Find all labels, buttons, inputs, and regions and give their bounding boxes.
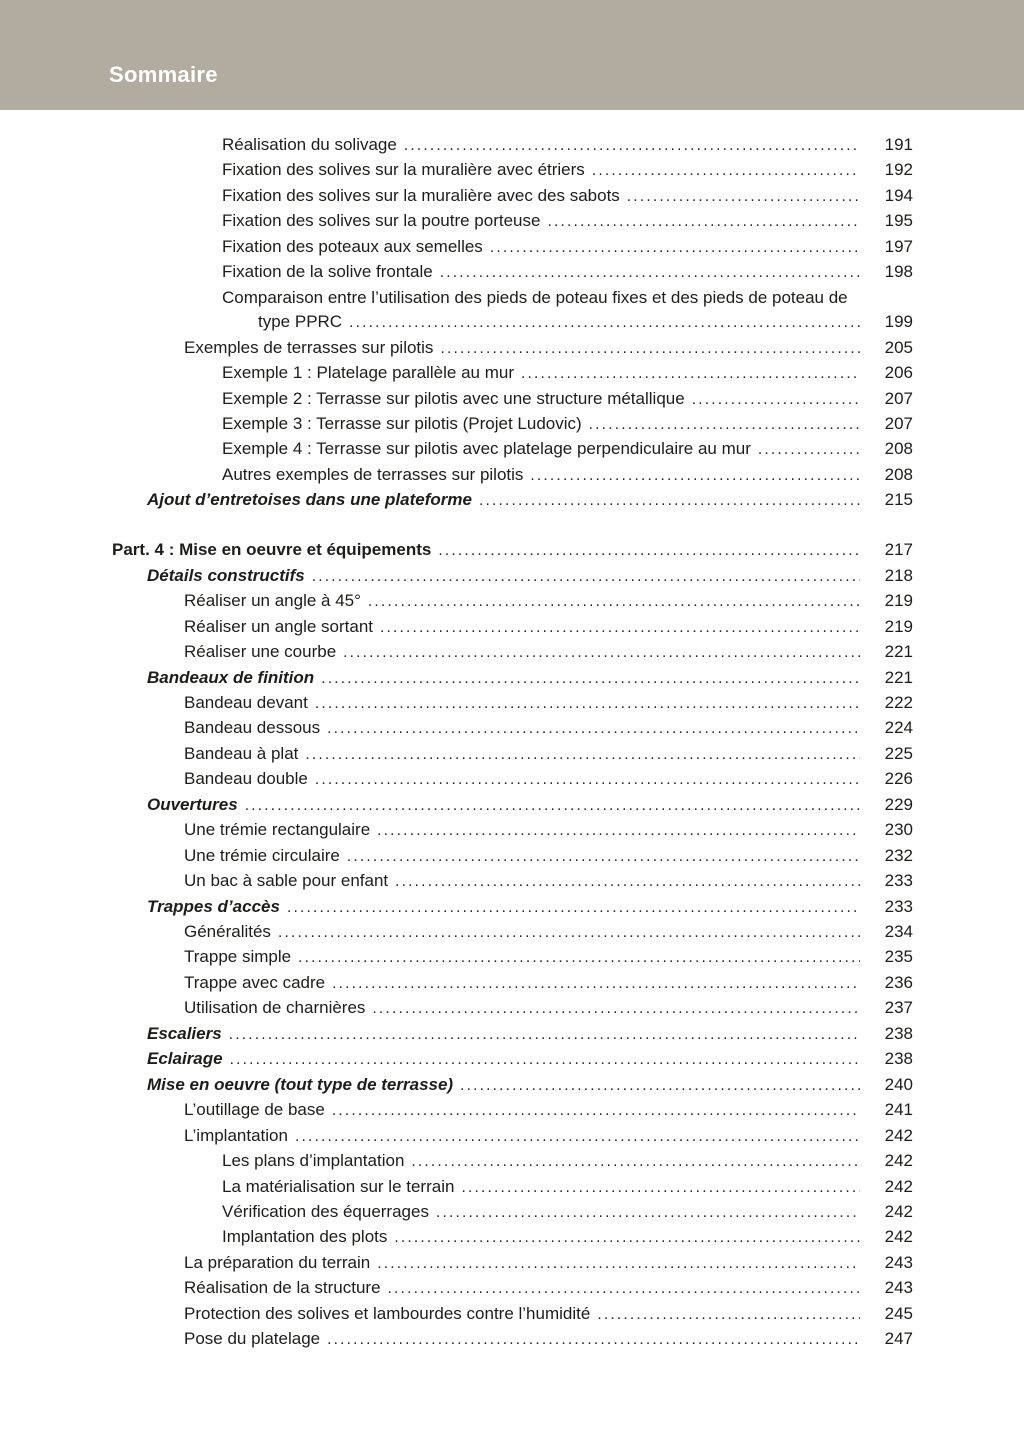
toc-entry-label: Réaliser une courbe <box>184 642 337 662</box>
dot-leader <box>321 666 860 691</box>
toc-entry <box>112 1124 913 1149</box>
toc-entry-page: 206 <box>884 363 913 383</box>
toc-entry-page: 224 <box>884 718 913 738</box>
toc-entry-page: 230 <box>884 820 913 840</box>
toc-entry-page: 232 <box>884 845 913 865</box>
dot-leader <box>411 1149 860 1174</box>
toc-entry-page: 207 <box>884 413 913 433</box>
toc-entry <box>112 1098 913 1123</box>
toc-entry-label: Pose du platelage <box>184 1329 321 1349</box>
toc-entry <box>112 767 913 792</box>
toc-entry-label: Exemple 3 : Terrasse sur pilotis (Projet Ludovic) <box>222 413 582 433</box>
toc-entry-label: Utilisation de charnières <box>184 998 366 1018</box>
toc-entry-page: 245 <box>884 1303 913 1323</box>
toc-entry-label: Une trémie circulaire <box>184 845 340 865</box>
toc-entry-page: 208 <box>884 464 913 484</box>
dot-leader <box>597 1302 860 1327</box>
toc-entry-label: Vérification des équerrages <box>222 1202 429 1222</box>
toc-entry <box>112 1073 913 1098</box>
dot-leader <box>490 235 860 260</box>
toc-entry-label: Trappes d’accès <box>147 896 280 916</box>
toc-entry-label: Eclairage <box>147 1049 223 1069</box>
toc-entry <box>112 716 913 741</box>
toc-entry <box>112 691 913 716</box>
toc-entry <box>112 742 913 767</box>
dot-leader <box>547 209 860 234</box>
toc-entry <box>112 996 913 1021</box>
dot-leader <box>589 412 860 437</box>
dot-leader <box>440 336 860 361</box>
toc-entry-label: Trappe avec cadre <box>184 972 326 992</box>
toc-entry <box>112 666 913 691</box>
toc-entry-page: 236 <box>884 972 913 992</box>
toc-entry-page: 197 <box>884 236 913 256</box>
toc-entry-page: 195 <box>884 211 913 231</box>
toc-entry-page: 215 <box>884 490 913 510</box>
toc-entry-label: Mise en oeuvre (tout type de terrasse) <box>147 1074 454 1094</box>
toc-entry-page: 242 <box>884 1125 913 1145</box>
toc-entry-page: 226 <box>884 769 913 789</box>
dot-leader <box>278 920 860 945</box>
toc-entry-label: Réalisation de la structure <box>184 1278 381 1298</box>
toc-entry-label: Trappe simple <box>184 947 292 967</box>
toc-entry <box>112 387 913 412</box>
dot-leader <box>395 869 860 894</box>
dot-leader <box>245 793 860 818</box>
toc-list <box>112 133 913 1353</box>
toc-entry <box>112 260 913 285</box>
toc-entry-label: Bandeau dessous <box>184 718 321 738</box>
toc-entry <box>112 818 913 843</box>
toc-entry <box>112 158 913 183</box>
toc-entry <box>112 615 913 640</box>
toc-entry-page: 234 <box>884 922 913 942</box>
toc-entry <box>112 945 913 970</box>
toc-entry <box>112 133 913 158</box>
toc-entry-label: La préparation du terrain <box>184 1252 371 1272</box>
toc-entry-page: 194 <box>884 185 913 205</box>
toc-entry-label: La matérialisation sur le terrain <box>222 1176 455 1196</box>
toc-entry-label: Ajout d’entretoises dans une plateforme <box>147 490 472 510</box>
toc-entry-page: 233 <box>884 896 913 916</box>
toc-entry-page: 238 <box>884 1049 913 1069</box>
toc-entry <box>112 1149 913 1174</box>
toc-entry <box>112 361 913 386</box>
toc-entry <box>112 793 913 818</box>
dot-leader <box>312 564 860 589</box>
toc-entry <box>112 1200 913 1225</box>
toc-entry-label: Exemple 4 : Terrasse sur pilotis avec platelage perpendiculaire au mur <box>222 439 751 459</box>
dot-leader <box>327 716 860 741</box>
toc-entry-page: 229 <box>884 794 913 814</box>
toc-entry-label: Ouvertures <box>147 794 238 814</box>
toc-entry <box>112 1175 913 1200</box>
toc-entry-label: Fixation de la solive frontale <box>222 262 433 282</box>
toc-entry <box>112 286 913 310</box>
toc-entry-page: 242 <box>884 1176 913 1196</box>
toc-entry-page: 225 <box>884 743 913 763</box>
dot-leader <box>460 1073 860 1098</box>
toc-entry-label: Implantation des plots <box>222 1227 388 1247</box>
toc-entry <box>112 310 913 335</box>
dot-leader <box>230 1047 860 1072</box>
toc-entry <box>112 209 913 234</box>
toc-entry-page: 205 <box>884 337 913 357</box>
toc-entry-label: L’implantation <box>184 1125 288 1145</box>
toc-entry-page: 241 <box>884 1100 913 1120</box>
toc-entry-label: Bandeau à plat <box>184 743 299 763</box>
dot-leader <box>229 1022 860 1047</box>
dot-leader <box>440 260 860 285</box>
dot-leader <box>438 538 860 563</box>
toc-entry <box>112 971 913 996</box>
toc-entry <box>112 920 913 945</box>
dot-leader <box>298 945 860 970</box>
toc-entry <box>112 1327 913 1352</box>
toc-entry-page: 233 <box>884 871 913 891</box>
toc-entry-label: Généralités <box>184 922 271 942</box>
dot-leader <box>295 1124 860 1149</box>
toc-entry <box>112 640 913 665</box>
dot-leader <box>327 1327 860 1352</box>
toc-entry-label: Escaliers <box>147 1023 222 1043</box>
toc-entry-label: Un bac à sable pour enfant <box>184 871 389 891</box>
toc-entry-page: 247 <box>884 1329 913 1349</box>
dot-leader <box>627 184 860 209</box>
toc-entry-label: Exemples de terrasses sur pilotis <box>184 337 434 357</box>
dot-leader <box>521 361 860 386</box>
toc-entry <box>112 1047 913 1072</box>
dot-leader <box>343 640 860 665</box>
toc-entry <box>112 437 913 462</box>
toc-entry-label: Autres exemples de terrasses sur pilotis <box>222 464 524 484</box>
toc-entry-page: 235 <box>884 947 913 967</box>
toc-entry <box>112 1302 913 1327</box>
toc-entry-page: 242 <box>884 1202 913 1222</box>
toc-entry <box>112 589 913 614</box>
toc-entry-label: Les plans d’implantation <box>222 1151 405 1171</box>
toc-entry-page: 199 <box>884 312 913 332</box>
toc-entry-page: 217 <box>884 540 913 560</box>
dot-leader <box>332 1098 860 1123</box>
dot-leader <box>315 767 860 792</box>
toc-entry-label: Comparaison entre l’utilisation des pieds de poteau fixes et des pieds de poteau de <box>222 287 848 307</box>
toc-entry <box>112 488 913 513</box>
toc-entry-page: 222 <box>884 692 913 712</box>
dot-leader <box>380 615 860 640</box>
toc-entry-label: Fixation des solives sur la poutre porteuse <box>222 211 541 231</box>
dot-leader <box>404 133 860 158</box>
dot-leader <box>305 742 860 767</box>
toc-entry-label: Détails constructifs <box>147 565 305 585</box>
toc-entry-label: Bandeaux de finition <box>147 667 315 687</box>
toc-entry <box>112 895 913 920</box>
toc-entry <box>112 235 913 260</box>
toc-entry-label: Protection des solives et lambourdes contre l’humidité <box>184 1303 591 1323</box>
toc-entry <box>112 463 913 488</box>
toc-entry <box>112 336 913 361</box>
dot-leader <box>388 1276 860 1301</box>
toc-entry <box>112 412 913 437</box>
toc-entry-label: Fixation des poteaux aux semelles <box>222 236 483 256</box>
toc-entry-label: type PPRC <box>258 312 343 332</box>
toc-entry <box>112 1022 913 1047</box>
toc-entry-label: Une trémie rectangulaire <box>184 820 371 840</box>
dot-leader <box>592 158 860 183</box>
toc-entry-page: 191 <box>884 135 913 154</box>
dot-leader <box>372 996 860 1021</box>
toc-entry-label: Réaliser un angle à 45° <box>184 591 361 611</box>
toc-entry-page: 198 <box>884 262 913 282</box>
toc-entry <box>112 869 913 894</box>
toc-entry <box>112 844 913 869</box>
toc-entry-page: 242 <box>884 1151 913 1171</box>
toc-entry <box>112 538 913 563</box>
toc-entry-label: Part. 4 : Mise en oeuvre et équipements <box>112 540 432 560</box>
dot-leader <box>692 387 860 412</box>
toc-entry-label: Bandeau double <box>184 769 308 789</box>
dot-leader <box>332 971 860 996</box>
toc-entry-label: Réaliser un angle sortant <box>184 616 374 636</box>
dot-leader <box>377 818 860 843</box>
dot-leader <box>315 691 860 716</box>
dot-leader <box>758 437 860 462</box>
toc-entry-page: 243 <box>884 1252 913 1272</box>
dot-leader <box>530 463 860 488</box>
toc-entry <box>112 1225 913 1250</box>
toc-entry-page: 238 <box>884 1023 913 1043</box>
dot-leader <box>461 1175 860 1200</box>
toc-entry-page: 221 <box>884 667 913 687</box>
dot-leader <box>479 488 860 513</box>
toc-entry-label: Réalisation du solivage <box>222 135 397 154</box>
toc-entry-page: 221 <box>884 642 913 662</box>
dot-leader <box>347 844 860 869</box>
dot-leader <box>349 310 860 335</box>
dot-leader <box>436 1200 860 1225</box>
toc-entry-page: 207 <box>884 388 913 408</box>
toc-entry-label: Fixation des solives sur la muralière avec des sabots <box>222 185 620 205</box>
toc-entry-label: Bandeau devant <box>184 692 308 712</box>
page-title: Sommaire <box>109 62 218 87</box>
toc-section-gap <box>112 514 913 538</box>
header-band <box>0 0 1024 110</box>
toc-entry <box>112 564 913 589</box>
toc-entry-page: 208 <box>884 439 913 459</box>
toc-entry-page: 237 <box>884 998 913 1018</box>
dot-leader <box>368 589 860 614</box>
toc-entry-page: 240 <box>884 1074 913 1094</box>
toc-entry-page: 219 <box>884 591 913 611</box>
toc-entry-page: 219 <box>884 616 913 636</box>
toc-entry-label: L’outillage de base <box>184 1100 325 1120</box>
toc-entry-page: 218 <box>884 565 913 585</box>
dot-leader <box>394 1225 860 1250</box>
toc-entry-page: 243 <box>884 1278 913 1298</box>
toc-entry-page: 242 <box>884 1227 913 1247</box>
toc-entry-label: Exemple 2 : Terrasse sur pilotis avec une structure métallique <box>222 388 685 408</box>
toc-entry <box>112 1276 913 1301</box>
toc-entry <box>112 1251 913 1276</box>
toc-entry-page: 192 <box>884 160 913 180</box>
toc-entry-label: Exemple 1 : Platelage parallèle au mur <box>222 363 514 383</box>
dot-leader <box>377 1251 860 1276</box>
toc-entry-label: Fixation des solives sur la muralière avec étriers <box>222 160 585 180</box>
dot-leader <box>287 895 860 920</box>
toc-entry <box>112 184 913 209</box>
